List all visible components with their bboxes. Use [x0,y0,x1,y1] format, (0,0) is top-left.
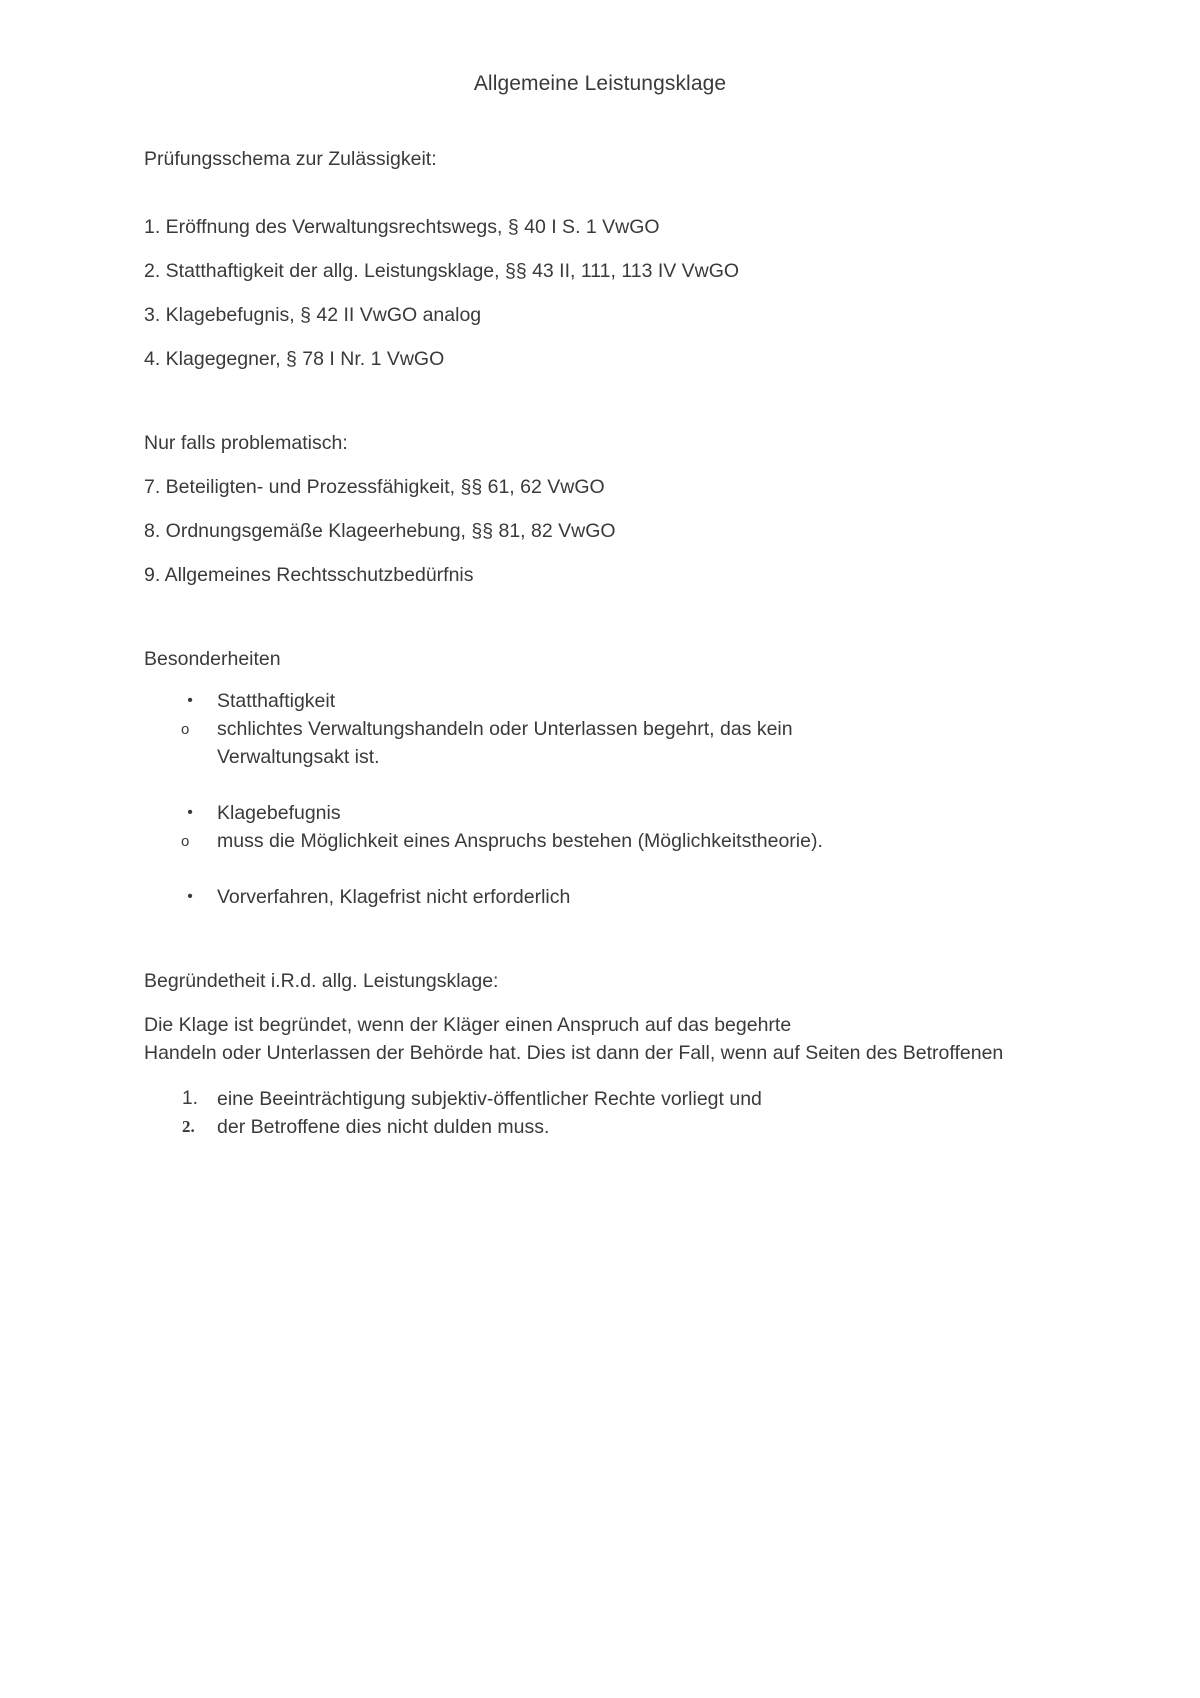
bullet-block [144,687,1024,771]
list-item: 4. Klagegegner, § 78 I Nr. 1 VwGO [144,348,445,370]
list-item: 1. Eröffnung des Verwaltungsrechtswegs, § 40 I S. 1 VwGO [144,216,660,238]
begruendetheit-heading: Begründetheit i.R.d. allg. Leistungsklage: [144,970,499,992]
bullet-marker: • [187,804,193,821]
document-title: Allgemeine Leistungsklage [473,72,727,95]
begruendetheit-list [144,1085,1024,1141]
sub-bullet-marker: o [181,833,190,850]
bullet-label: Klagebefugnis [217,802,341,824]
besonderheiten-list [144,687,1024,911]
bullet-item [144,799,1024,827]
bullet-marker: • [187,692,193,709]
bullet-label: Vorverfahren, Klagefrist nicht erforderlich [217,886,571,908]
bullet-item [144,687,1024,715]
problematisch-heading: Nur falls problematisch: [144,432,348,454]
besonderheiten-heading: Besonderheiten [144,648,281,670]
sub-bullet-text: schlichtes Verwaltungshandeln oder Unterlassen begehrt, das kein Verwaltungsakt ist. [217,718,793,768]
list-item: 9. Allgemeines Rechtsschutzbedürfnis [144,564,474,586]
begruendetheit-paragraph [144,1011,1024,1067]
ordered-list-item [144,1085,1024,1113]
bullet-block [144,799,1024,855]
sub-bullet-marker: o [181,721,190,738]
bullet-label: Statthaftigkeit [217,690,336,712]
sub-bullet-text: muss die Möglichkeit eines Anspruchs bestehen (Möglichkeitstheorie). [217,830,823,852]
zulaessigkeit-list [144,213,1024,373]
list-number: 1. [182,1088,198,1109]
ordered-list-item [144,1113,1024,1141]
list-item-text: eine Beeinträchtigung subjektiv-öffentlicher Rechte vorliegt und [217,1088,762,1110]
sub-bullet-item [144,827,977,855]
problematisch-list [144,473,1024,589]
sub-bullet-item [144,715,917,771]
paragraph-line: Die Klage ist begründet, wenn der Kläger einen Anspruch auf das begehrte [144,1014,792,1036]
list-number: 2. [182,1117,195,1136]
list-item-text: der Betroffene dies nicht dulden muss. [217,1116,550,1138]
paragraph-line: Handeln oder Unterlassen der Behörde hat. Dies ist dann der Fall, wenn auf Seiten des Betroffenen [144,1042,1004,1064]
bullet-marker: • [187,888,193,905]
bullet-item [144,883,1024,911]
list-item: 3. Klagebefugnis, § 42 II VwGO analog [144,304,482,326]
list-item: 8. Ordnungsgemäße Klageerhebung, §§ 81, 82 VwGO [144,520,616,542]
list-item: 2. Statthaftigkeit der allg. Leistungsklage, §§ 43 II, 111, 113 IV VwGO [144,260,740,282]
zulaessigkeit-heading: Prüfungsschema zur Zulässigkeit: [144,148,437,170]
document-body [144,145,1024,1141]
bullet-block [144,883,1024,911]
list-item: 7. Beteiligten- und Prozessfähigkeit, §§ 61, 62 VwGO [144,476,605,498]
